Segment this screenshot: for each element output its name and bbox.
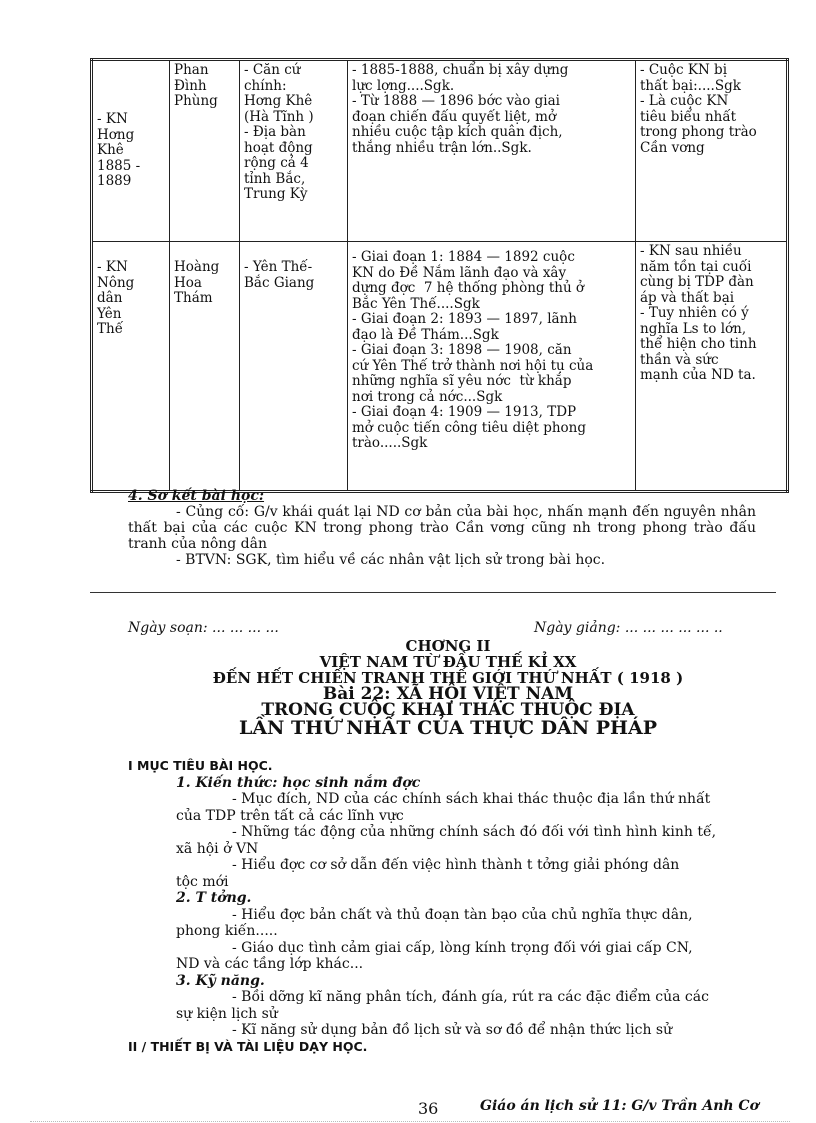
section-heading: II / THIẾT BỊ VÀ TÀI LIỆU DẠY HỌC.: [128, 1038, 368, 1054]
uprising-name-cell: - KN Nông dân Yên Thế: [92, 242, 170, 492]
summary-heading: 4. Sơ kết bài học:: [128, 488, 265, 504]
leader-cell: Phan Đình Phùng: [170, 60, 240, 242]
list-item: - Bồi dỡng kĩ năng phân tích, đánh gía, rút ra các đặc điểm của các sự kiện lịch sử: [176, 989, 709, 1022]
table-row: [92, 60, 788, 242]
subsection-heading: 2. T tởng.: [176, 890, 252, 906]
list-item: - Giáo dục tình cảm giai cấp, lòng kính trọng đối với giai cấp CN, ND và các tầng lớp khác...: [176, 939, 693, 972]
subsection-heading: 1. Kiến thức: học sinh nắm đợc: [176, 774, 421, 791]
leader-cell: Hoàng Hoa Thám: [170, 242, 240, 492]
teach-date: Ngày giảng: ... ... ... ... ... ..: [534, 620, 723, 636]
result-cell: - KN sau nhiều năm tồn tại cuối cùng bị TDP đàn áp và thất bại - Tuy nhiên có ý nghĩa Ls to lớn, thể hiện cho tinh thần và sức mạnh của ND ta.: [636, 242, 788, 492]
lesson-summary: [128, 488, 756, 568]
chapter-subtitle: ĐẾN HẾT CHIẾN TRANH THẾ GIỚI THỨ NHẤT ( 1918 ): [212, 669, 684, 687]
chapter-title: CHƠNG II: [405, 637, 491, 655]
base-cell: - Căn cứ chính: Hơng Khê (Hà Tĩnh ) - Địa bàn hoạt động rộng cả 4 tỉnh Bắc, Trung Kỳ: [240, 60, 348, 242]
prep-date: Ngày soạn: ... ... ... ...: [128, 620, 279, 636]
summary-homework: - BTVN: SGK, tìm hiểu về các nhân vật lịch sử trong bài học.: [176, 552, 606, 568]
author-signature: Giáo án lịch sử 11: G/v Trần Anh Cơ: [480, 1098, 759, 1114]
base-cell: - Yên Thế- Bắc Giang: [240, 242, 348, 492]
events-cell: - Giai đoạn 1: 1884 — 1892 cuộc KN do Đề Nắm lãnh đạo và xây dựng đợc 7 hệ thống phòng thủ ở Bắc Yên Thế....Sgk - Giai đoạn 2: 1893 — 1897, lãnh đạo là Đề Thám...Sgk - Giai đoạn 3: 1898 — 1908, căn cứ Yên Thế trở thành nơi hội tụ của những nghĩa sĩ yêu nớc từ khắp nơi trong cả nớc...Sgk - Giai đoạn 4: 1909 — 1913, TDP mở cuộc tiến công tiêu diệt phong trào.....Sgk: [348, 242, 636, 492]
lesson-subtitle: LẦN THỨ NHẤT CỦA THỰC DÂN PHÁP: [238, 717, 658, 739]
events-cell: - 1885-1888, chuẩn bị xây dựng lực lợng....Sgk. - Từ 1888 — 1896 bớc vào giai đoạn chiến đấu quyết liệt, mở nhiều cuộc tập kích quân địch, thắng nhiều trận lớn..Sgk.: [348, 60, 636, 242]
table-row: [92, 242, 788, 492]
section-divider: [90, 592, 776, 593]
lesson-subtitle: TRONG CUỘC KHAI THÁC THUỘC ĐỊA: [261, 700, 635, 720]
uprising-table: [90, 58, 789, 493]
footer-rule: [30, 1121, 790, 1122]
lesson-title: Bài 22: XÃ HỘI VIỆT NAM: [322, 684, 574, 704]
result-cell: - Cuộc KN bị thất bại:....Sgk - Là cuộc KN tiêu biểu nhất trong phong trào Cần vơng: [636, 60, 788, 242]
uprising-name-cell: - KN Hơng Khê 1885 - 1889: [92, 60, 170, 242]
list-item: - Mục đích, ND của các chính sách khai thác thuộc địa lần thứ nhất của TDP trên tất cả các lĩnh vực: [176, 791, 711, 824]
list-item: - Hiểu đợc cơ sở dẫn đến việc hình thành t tởng giải phóng dân tộc mới: [176, 857, 680, 890]
chapter-titles: [128, 638, 768, 738]
section-heading: I MỤC TIÊU BÀI HỌC.: [128, 758, 273, 773]
subsection-heading: 3. Kỹ năng.: [176, 972, 265, 989]
list-item: - Kĩ năng sử dụng bản đồ lịch sử và sơ đồ để nhận thức lịch sử: [232, 1022, 673, 1038]
list-item: - Những tác động của những chính sách đó đối với tình hình kinh tế, xã hội ở VN: [176, 824, 717, 857]
page-number: 36: [418, 1099, 439, 1118]
lesson-objectives: [128, 758, 758, 1055]
chapter-subtitle: VIỆT NAM TỪ ĐẦU THẾ KỈ XX: [319, 653, 577, 671]
summary-consolidation: - Củng cố: G/v khái quát lại ND cơ bản của bài học, nhấn mạnh đến nguyên nhân thất bại của các cuộc KN trong phong trào Cần vơng cũng nh trong phong trào đấu tranh của nông dân: [128, 504, 756, 552]
list-item: - Hiểu đợc bản chất và thủ đoạn tàn bạo của chủ nghĩa thực dân, phong kiến.....: [176, 906, 693, 939]
